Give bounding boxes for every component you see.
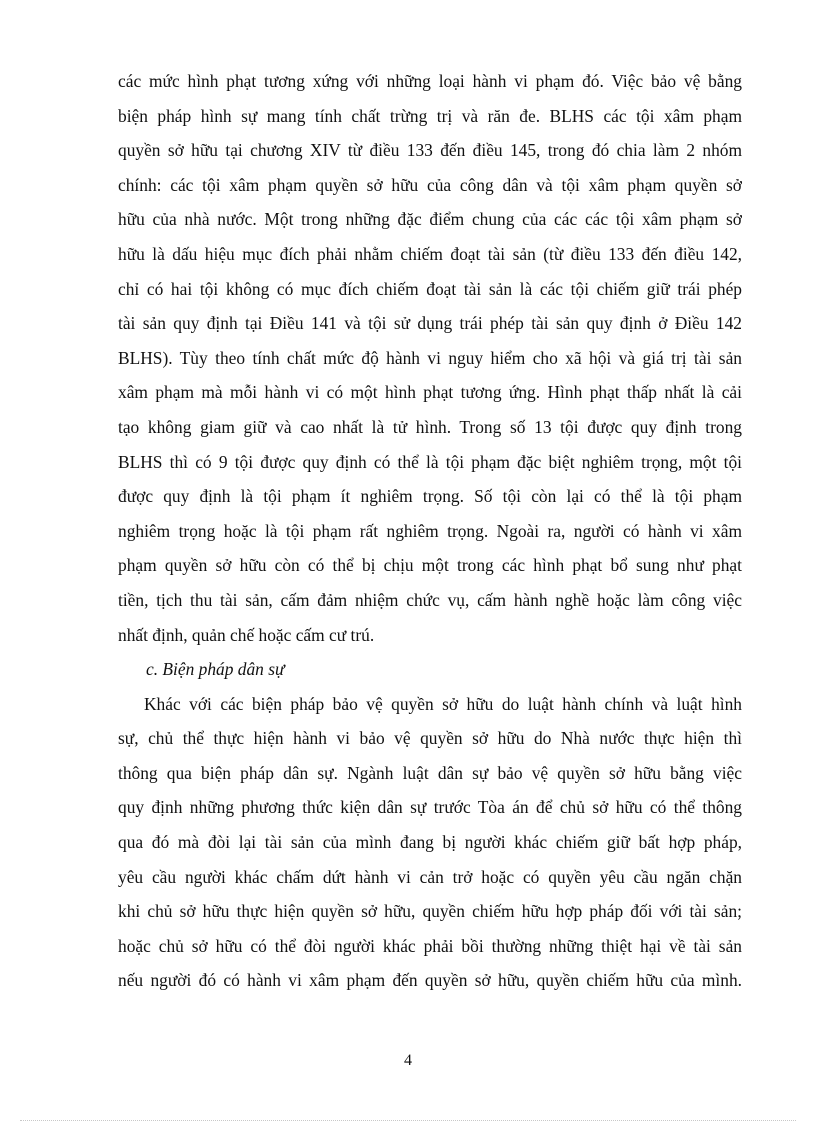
text-line: tài sản quy định tại Điều 141 và tội sử dụng trái phép tài sản quy định ở Điều 142 <box>118 313 742 334</box>
text-line: BLHS thì có 9 tội được quy định có thể là tội phạm đặc biệt nghiêm trọng, một tội <box>118 451 742 472</box>
text-line: xâm phạm mà mỗi hành vi có một hình phạt tương ứng. Hình phạt thấp nhất là cải <box>118 382 742 403</box>
text-line: được quy định là tội phạm ít nghiêm trọng. Số tội còn lại có thể là tội phạm <box>118 486 742 507</box>
paragraph-civil-measures <box>118 687 742 998</box>
text-line: các mức hình phạt tương xứng với những loại hành vi phạm đó. Việc bảo vệ bằng <box>118 71 742 91</box>
paragraph-criminal-measures <box>118 64 742 652</box>
text-line: thông qua biện pháp dân sự. Ngành luật dân sự bảo vệ quyền sở hữu bằng việc <box>118 762 742 783</box>
text-line: phạm quyền sở hữu còn có thể bị chịu một trong các hình phạt bổ sung như phạt <box>118 555 742 576</box>
section-heading: c. Biện pháp dân sự <box>146 659 285 680</box>
text-line: BLHS). Tùy theo tính chất mức độ hành vi nguy hiểm cho xã hội và giá trị tài sản <box>118 347 742 368</box>
text-line: nếu người đó có hành vi xâm phạm đến quyền sở hữu, quyền chiếm hữu của mình. <box>118 970 742 991</box>
text-line: chính: các tội xâm phạm quyền sở hữu của công dân và tội xâm phạm quyền sở <box>118 174 742 195</box>
text-line: nghiêm trọng hoặc là tội phạm rất nghiêm trọng. Ngoài ra, người có hành vi xâm <box>118 520 742 541</box>
text-line: hữu của nhà nước. Một trong những đặc điểm chung của các các tội xâm phạm sở <box>118 209 742 230</box>
text-line: tiền, tịch thu tài sản, cấm đảm nhiệm chức vụ, cấm hành nghề hoặc làm công việc <box>118 589 742 610</box>
text-line: sự, chủ thể thực hiện hành vi bảo vệ quyền sở hữu do Nhà nước thực hiện thì <box>118 728 742 749</box>
text-line: quyền sở hữu tại chương XIV từ điều 133 đến điều 145, trong đó chia làm 2 nhóm <box>118 140 742 161</box>
page-bottom-divider <box>20 1120 796 1121</box>
text-line: quy định những phương thức kiện dân sự trước Tòa án để chủ sở hữu có thể thông <box>118 797 742 818</box>
text-line: qua đó mà đòi lại tài sản của mình đang bị người khác chiếm giữ bất hợp pháp, <box>118 832 742 853</box>
text-line: Khác với các biện pháp bảo vệ quyền sở hữu do luật hành chính và luật hình <box>144 693 742 714</box>
page-number: 4 <box>404 1052 412 1069</box>
body-text <box>118 64 742 998</box>
text-line: hữu là dấu hiệu mục đích phải nhằm chiếm đoạt tài sản (từ điều 133 đến điều 142, <box>118 243 742 264</box>
text-line: biện pháp hình sự mang tính chất trừng trị và răn đe. BLHS các tội xâm phạm <box>118 105 742 126</box>
text-line: yêu cầu người khác chấm dứt hành vi cản trở hoặc có quyền yêu cầu ngăn chặn <box>118 866 742 887</box>
text-line: tạo không giam giữ và cao nhất là tử hình. Trong số 13 tội được quy định trong <box>118 416 742 437</box>
text-line: nhất định, quản chế hoặc cấm cư trú. <box>118 624 375 645</box>
text-line: chỉ có hai tội không có mục đích chiếm đoạt tài sản là các tội chiếm giữ trái phép <box>118 278 742 299</box>
text-line: hoặc chủ sở hữu có thể đòi người khác phải bồi thường những thiệt hại về tài sản <box>118 935 742 956</box>
text-line: khi chủ sở hữu thực hiện quyền sở hữu, quyền chiếm hữu hợp pháp đối với tài sản; <box>118 901 742 922</box>
